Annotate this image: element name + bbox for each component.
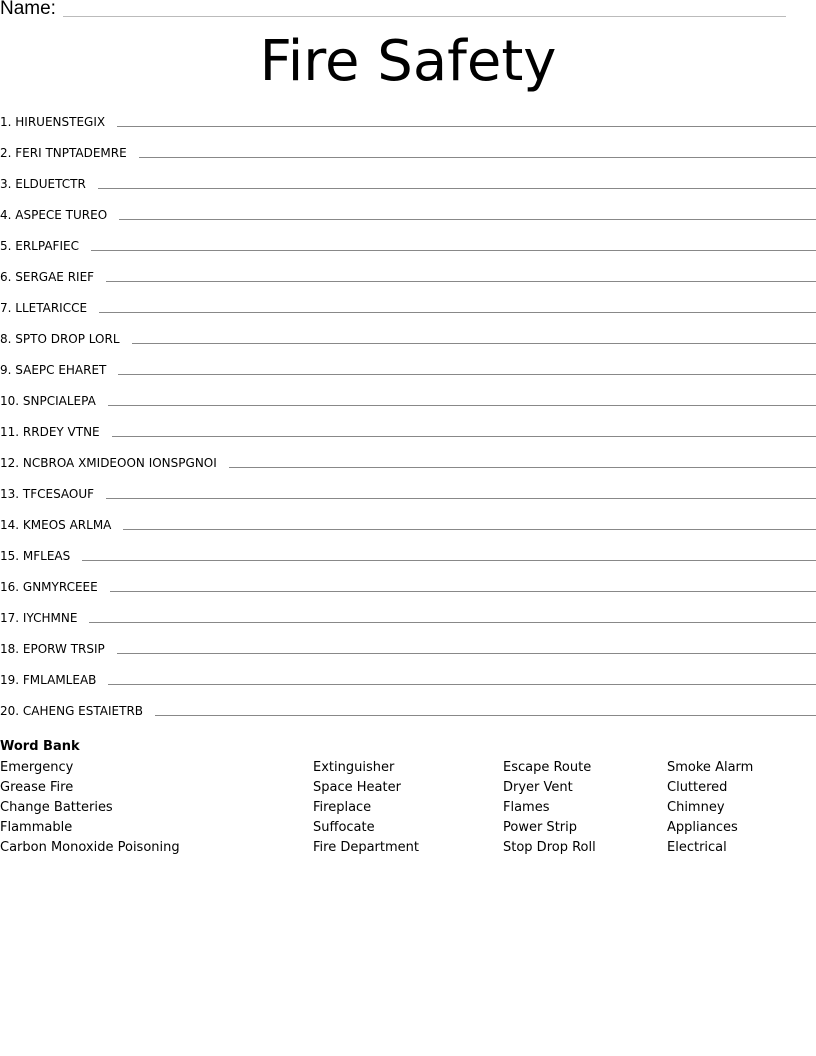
answer-line[interactable] <box>123 529 816 530</box>
answer-line[interactable] <box>119 219 816 220</box>
question-row <box>0 296 816 316</box>
answer-line[interactable] <box>106 498 816 499</box>
word-bank-word: Chimney <box>667 800 725 815</box>
answer-line[interactable] <box>155 715 816 716</box>
word-bank-word: Electrical <box>667 840 727 855</box>
word-bank-word: Space Heater <box>313 780 401 795</box>
answer-line[interactable] <box>117 126 816 127</box>
answer-line[interactable] <box>132 343 816 344</box>
word-bank-word: Flames <box>503 800 550 815</box>
answer-line[interactable] <box>229 467 816 468</box>
answer-line[interactable] <box>117 653 816 654</box>
name-label: Name: <box>0 0 56 19</box>
name-row <box>0 0 816 22</box>
question-row <box>0 172 816 192</box>
page-title: Fire Safety <box>259 29 557 94</box>
answer-line[interactable] <box>139 157 816 158</box>
answer-line[interactable] <box>118 374 816 375</box>
question-row <box>0 358 816 378</box>
answer-line[interactable] <box>98 188 816 189</box>
answer-line[interactable] <box>91 250 816 251</box>
question-row <box>0 637 816 657</box>
question-row <box>0 265 816 285</box>
question-text: 8. SPTO DROP LORL <box>0 332 120 346</box>
word-bank-column <box>503 760 596 860</box>
word-bank-word: Smoke Alarm <box>667 760 754 775</box>
question-text: 6. SERGAE RIEF <box>0 270 95 284</box>
question-row <box>0 513 816 533</box>
question-text: 15. MFLEAS <box>0 549 71 563</box>
question-row <box>0 668 816 688</box>
word-bank-word: Escape Route <box>503 760 592 775</box>
question-text: 4. ASPECE TUREO <box>0 208 108 222</box>
question-text: 7. LLETARICCE <box>0 301 88 315</box>
word-bank-word: Carbon Monoxide Poisoning <box>0 840 180 855</box>
answer-line[interactable] <box>108 684 816 685</box>
question-text: 1. HIRUENSTEGIX <box>0 115 106 129</box>
word-bank-column <box>0 760 180 860</box>
question-text: 16. GNMYRCEEE <box>0 580 98 594</box>
word-bank-word: Suffocate <box>313 820 375 835</box>
question-row <box>0 544 816 564</box>
word-bank-column <box>667 760 753 860</box>
answer-line[interactable] <box>110 591 816 592</box>
word-bank-column <box>313 760 419 860</box>
question-text: 18. EPORW TRSIP <box>0 642 105 656</box>
question-row <box>0 141 816 161</box>
question-row <box>0 575 816 595</box>
answer-line[interactable] <box>99 312 816 313</box>
question-row <box>0 420 816 440</box>
word-bank-word: Appliances <box>667 820 738 835</box>
question-text: 2. FERI TNPTADEMRE <box>0 146 127 160</box>
name-line[interactable] <box>63 16 786 17</box>
question-row <box>0 482 816 502</box>
question-text: 20. CAHENG ESTAIETRB <box>0 704 144 718</box>
answer-line[interactable] <box>89 622 816 623</box>
question-row <box>0 389 816 409</box>
question-row <box>0 110 816 130</box>
question-text: 13. TFCESAOUF <box>0 487 95 501</box>
question-text: 14. KMEOS ARLMA <box>0 518 112 532</box>
word-bank-word: Extinguisher <box>313 760 395 775</box>
answer-line[interactable] <box>108 405 816 406</box>
word-bank-word: Power Strip <box>503 820 577 835</box>
question-text: 19. FMLAMLEAB <box>0 673 97 687</box>
question-row <box>0 234 816 254</box>
question-text: 11. RRDEY VTNE <box>0 425 100 439</box>
question-row <box>0 451 816 471</box>
answer-line[interactable] <box>106 281 816 282</box>
word-bank-word: Emergency <box>0 760 74 775</box>
word-bank-word: Change Batteries <box>0 800 113 815</box>
word-bank-word: Grease Fire <box>0 780 74 795</box>
word-bank-word: Fire Department <box>313 840 419 855</box>
question-text: 12. NCBROA XMIDEOON IONSPGNOI <box>0 456 217 470</box>
question-row <box>0 203 816 223</box>
question-text: 5. ERLPAFIEC <box>0 239 79 253</box>
question-text: 3. ELDUETCTR <box>0 177 86 191</box>
word-bank-word: Dryer Vent <box>503 780 573 795</box>
question-row <box>0 327 816 347</box>
question-row <box>0 606 816 626</box>
answer-line[interactable] <box>112 436 816 437</box>
question-row <box>0 699 816 719</box>
question-text: 10. SNPCIALEPA <box>0 394 96 408</box>
question-text: 9. SAEPC EHARET <box>0 363 107 377</box>
word-bank-word: Flammable <box>0 820 73 835</box>
answer-line[interactable] <box>82 560 816 561</box>
word-bank-word: Cluttered <box>667 780 728 795</box>
word-bank-title: Word Bank <box>0 739 80 754</box>
word-bank-word: Stop Drop Roll <box>503 840 596 855</box>
word-bank-word: Fireplace <box>313 800 372 815</box>
question-text: 17. IYCHMNE <box>0 611 78 625</box>
